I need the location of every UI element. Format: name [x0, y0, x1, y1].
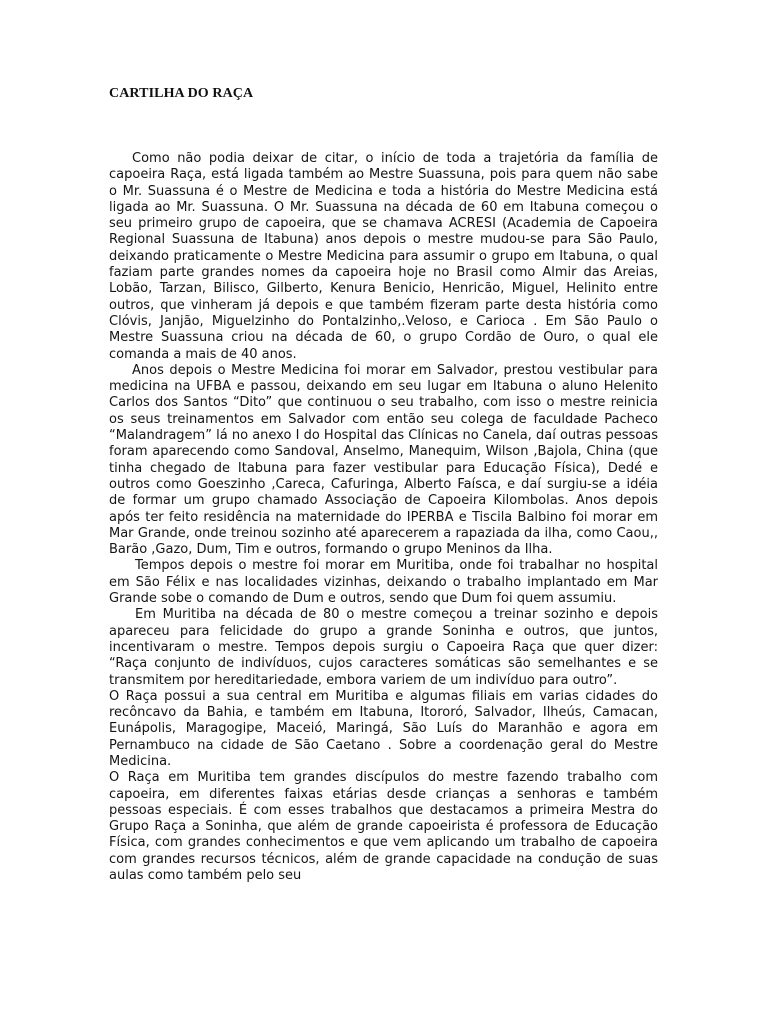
- document-body: [109, 151, 658, 884]
- paragraph: Tempos depois o mestre foi morar em Muritiba, onde foi trabalhar no hospital em São Félix e nas localidades vizinhas, deixando o trabalho implantado em Mar Grande sobe o comando de Dum e outros, sendo que Dum foi quem assumiu.: [109, 558, 658, 607]
- paragraph: Anos depois o Mestre Medicina foi morar em Salvador, prestou vestibular para medicina na UFBA e passou, deixando em seu lugar em Itabuna o aluno Helenito Carlos dos Santos “Dito” que continuou o seu trabalho, com isso o mestre reinicia os seus treinamentos em Salvador com então seu colega de faculdade Pacheco “Malandragem” lá no anexo I do Hospital das Clínicas no Canela, daí outras pessoas foram aparecendo como Sandoval, Anselmo, Manequim, Wilson ,Bajola, China (que tinha chegado de Itabuna para fazer vestibular para Educação Física), Dedé e outros como Goeszinho ,Careca, Cafuringa, Alberto Faísca, e daí surgiu-se a idéia de formar um grupo chamado Associação de Capoeira Kilombolas. Anos depois após ter feito residência na maternidade do IPERBA e Tiscila Balbino foi morar em Mar Grande, onde treinou sozinho até aparecerem a rapaziada da ilha, como Caou,, Barão ,Gazo, Dum, Tim e outros, formando o grupo Meninos da Ilha.: [109, 362, 658, 558]
- paragraph: O Raça possui a sua central em Muritiba e algumas filiais em varias cidades do recôncavo da Bahia, e também em Itabuna, Itororó, Salvador, Ilheús, Camacan, Eunápolis, Maragogipe, Maceió, Maringá, São Luís do Maranhão e agora em Pernambuco na cidade de São Caetano . Sobre a coordenação geral do Mestre Medicina.: [109, 688, 658, 769]
- paragraph: Como não podia deixar de citar, o início de toda a trajetória da família de capoeira Raça, está ligada também ao Mestre Suassuna, pois para quem não sabe o Mr. Suassuna é o Mestre de Medicina e toda a história do Mestre Medicina está ligada ao Mr. Suassuna. O Mr. Suassuna na década de 60 em Itabuna começou o seu primeiro grupo de capoeira, que se chamava ACRESI (Academia de Capoeira Regional Suassuna de Itabuna) anos depois o mestre mudou-se para São Paulo, deixando praticamente o Mestre Medicina para assumir o grupo em Itabuna, o qual faziam parte grandes nomes da capoeira hoje no Brasil como Almir das Areias, Lobão, Tarzan, Bilisco, Gilberto, Kenura Benicio, Henricão, Miguel, Helinito entre outros, que vinheram já depois e que também fizeram parte desta história como Clóvis, Janjão, Miguelzinho do Pontalzinho,.Veloso, e Carioca . Em São Paulo o Mestre Suassuna criou na década de 60, o grupo Cordão de Ouro, o qual ele comanda a mais de 40 anos.: [109, 151, 658, 362]
- document-title: CARTILHA DO RAÇA: [109, 86, 254, 101]
- paragraph: Em Muritiba na década de 80 o mestre começou a treinar sozinho e depois apareceu para felicidade do grupo a grande Soninha e outros, que juntos, incentivaram o mestre. Tempos depois surgiu o Capoeira Raça que quer dizer: “Raça conjunto de indivíduos, cujos caracteres somáticas são semelhantes e se transmitem por hereditariedade, embora variem de um indivíduo para outro”.: [109, 607, 658, 688]
- paragraph: O Raça em Muritiba tem grandes discípulos do mestre fazendo trabalho com capoeira, em diferentes faixas etárias desde crianças a senhoras e também pessoas especiais. É com esses trabalhos que destacamos a primeira Mestra do Grupo Raça a Soninha, que além de grande capoeirista é professora de Educação Física, com grandes conhecimentos e que vem aplicando um trabalho de capoeira com grandes recursos técnicos, além de grande capacidade na condução de suas aulas como também pelo seu: [109, 770, 658, 884]
